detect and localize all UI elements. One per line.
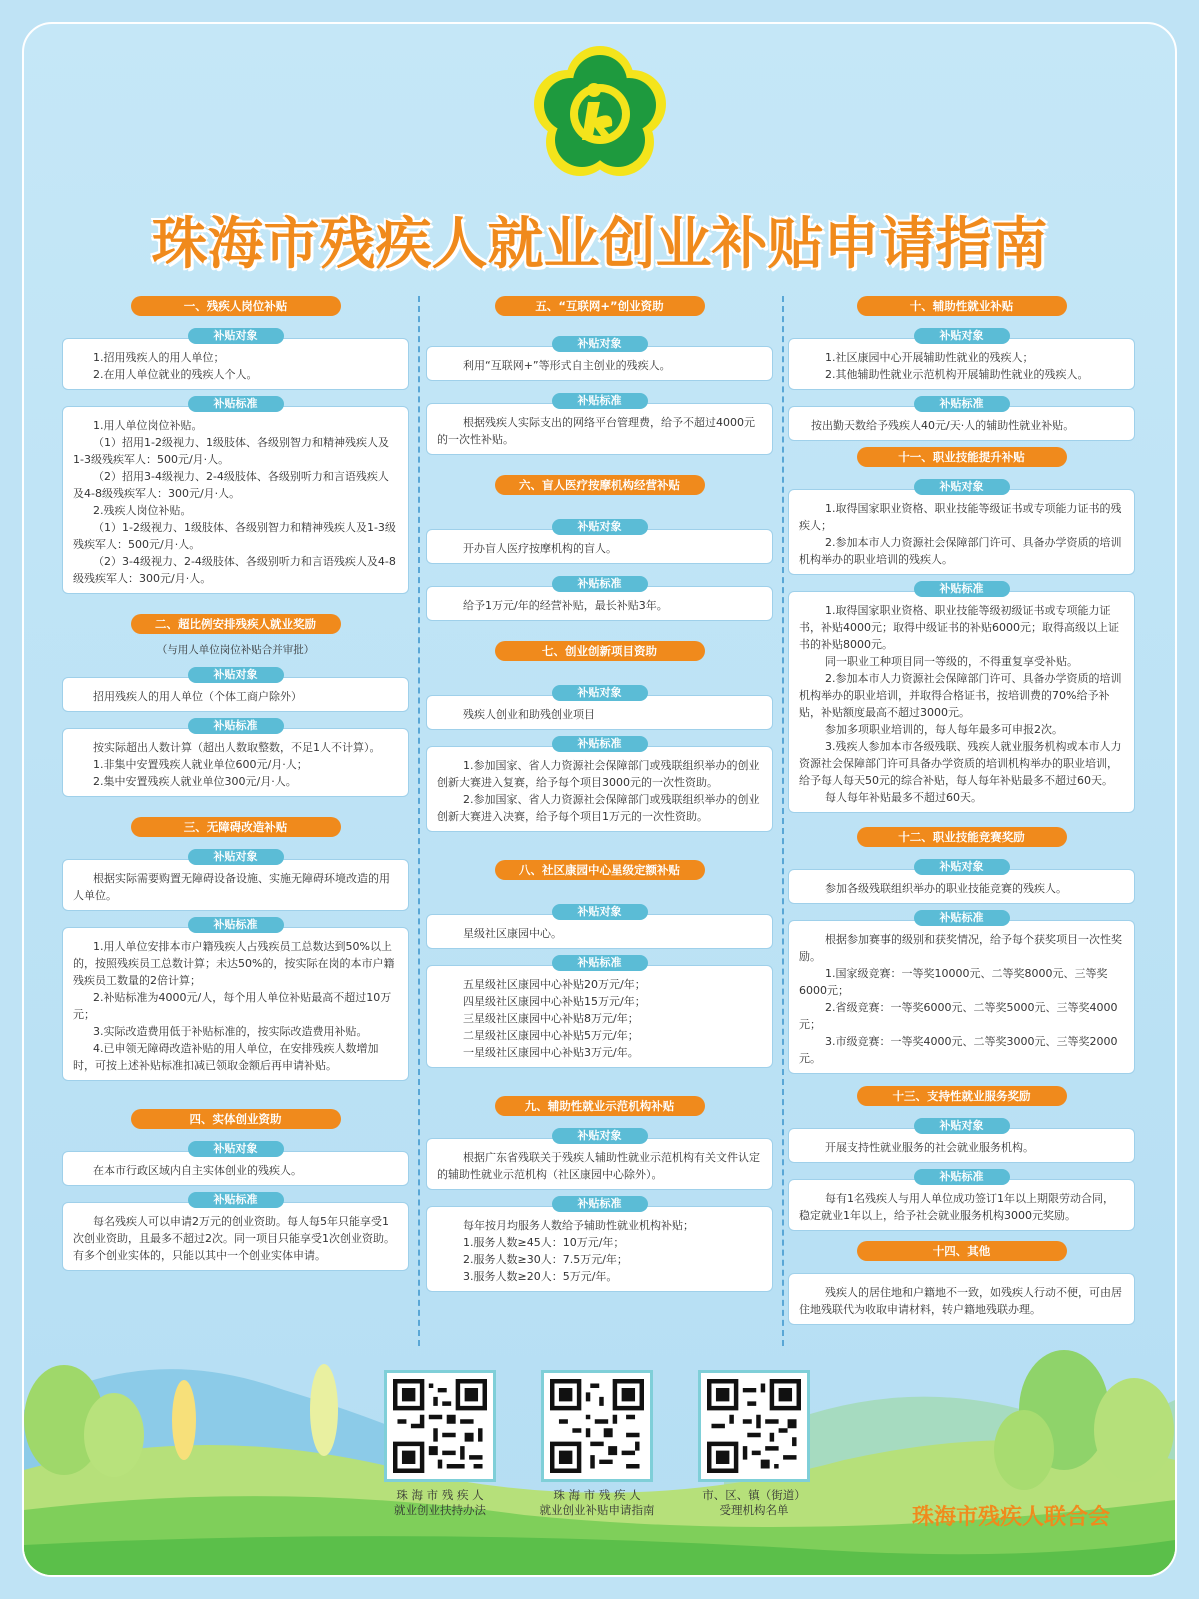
disability-federation-logo: [530, 42, 670, 182]
target-label: 补贴对象: [552, 1128, 648, 1144]
target-label: 补贴对象: [552, 685, 648, 701]
target-box: 1.取得国家职业资格、职业技能等级证书或专项能力证书的残疾人； 2.参加本市人力资源社会保障部门许可、具备办学资质的培训机构举办的职业培训的残疾人。: [788, 489, 1135, 575]
qr-caption: 市、区、镇（街道） 受理机构名单: [702, 1488, 806, 1517]
target-label: 补贴对象: [552, 904, 648, 920]
standard-box: 每有1名残疾人与用人单位成功签订1年以上期限劳动合同，稳定就业1年以上，给予社会就业服务机构3000元奖励。: [788, 1179, 1135, 1231]
standard-box: 根据参加赛事的级别和获奖情况，给予每个获奖项目一次性奖励。 1.国家级竞赛：一等奖10000元、二等奖8000元、三等奖6000元； 2.省级竞赛：一等奖6000元、二等奖5000元、三等奖4000元； 3.市级竞赛：一等奖4000元、二等奖3000元、三等奖2000元。: [788, 920, 1135, 1074]
section-heading: 八、社区康园中心星级定额补贴: [495, 860, 705, 880]
standard-box: 1.用人单位岗位补贴。 （1）招用1-2级视力、1级肢体、各级别智力和精神残疾人及1-3级残疾军人：500元/月·人。 （2）招用3-4级视力、2-4级肢体、各级别听力和言语残疾人及4-8级残疾军人：300元/月·人。 2.残疾人岗位补贴。 （1）1-2级视力、1级肢体、各级别智力和精神残疾人及1-3级残疾军人：500元/月·人。 （2）3-4级视力、2-4级肢体、各级别听力和言语残疾人及4-8级残疾军人：300元/月·人。: [62, 406, 409, 594]
target-box: 根据广东省残联关于残疾人辅助性就业示范机构有关文件认定的辅助性就业示范机构（社区康园中心除外）。: [426, 1138, 773, 1190]
target-label: 补贴对象: [914, 859, 1010, 875]
standard-box: 每年按月均服务人数给予辅助性就业机构补贴； 1.服务人数≥45人：10万元/年； 2.服务人数≥30人：7.5万元/年； 3.服务人数≥20人：5万元/年。: [426, 1206, 773, 1292]
column-divider: [782, 296, 784, 1346]
target-label: 补贴对象: [188, 667, 284, 683]
target-label: 补贴对象: [552, 336, 648, 352]
qr-code[interactable]: [541, 1370, 653, 1482]
target-box: 1.社区康园中心开展辅助性就业的残疾人； 2.其他辅助性就业示范机构开展辅助性就业的残疾人。: [788, 338, 1135, 390]
target-box: 参加各级残联组织举办的职业技能竞赛的残疾人。: [788, 869, 1135, 904]
column-middle: [426, 296, 773, 1298]
target-box: 根据实际需要购置无障碍设备设施、实施无障碍环境改造的用人单位。: [62, 859, 409, 911]
qr-caption: 珠 海 市 残 疾 人 就业创业扶持办法: [394, 1488, 486, 1517]
qr-code[interactable]: [384, 1370, 496, 1482]
target-box: 在本市行政区域内自主实体创业的残疾人。: [62, 1151, 409, 1186]
standard-label: 补贴标准: [914, 1169, 1010, 1185]
target-label: 补贴对象: [188, 1141, 284, 1157]
column-right: [788, 296, 1135, 1331]
standard-label: 补贴标准: [188, 917, 284, 933]
standard-label: 补贴标准: [552, 955, 648, 971]
target-box: 利用“互联网+”等形式自主创业的残疾人。: [426, 346, 773, 381]
standard-label: 补贴标准: [552, 576, 648, 592]
section-heading: 七、创业创新项目资助: [495, 641, 705, 661]
standard-label: 补贴标准: [914, 910, 1010, 926]
standard-label: 补贴标准: [188, 1192, 284, 1208]
page-title: 珠海市残疾人就业创业补贴申请指南: [151, 212, 1048, 277]
standard-box: 按出勤天数给予残疾人40元/天·人的辅助性就业补贴。: [788, 406, 1135, 441]
section-heading: 十三、支持性就业服务奖励: [857, 1086, 1067, 1106]
standard-box: 每名残疾人可以申请2万元的创业资助。每人每5年只能享受1次创业资助，且最多不超过2次。同一项目只能享受1次创业资助。有多个创业实体的，只能以其中一个创业实体申请。: [62, 1202, 409, 1271]
section-heading: 六、盲人医疗按摩机构经营补贴: [495, 475, 705, 495]
target-label: 补贴对象: [188, 849, 284, 865]
target-label: 补贴对象: [914, 479, 1010, 495]
standard-box: 给予1万元/年的经营补贴，最长补贴3年。: [426, 586, 773, 621]
standard-box: 1.参加国家、省人力资源社会保障部门或残联组织举办的创业创新大赛进入复赛，给予每个项目3000元的一次性资助。 2.参加国家、省人力资源社会保障部门或残联组织举办的创业创新大赛进入决赛，给予每个项目1万元的一次性资助。: [426, 746, 773, 832]
standard-box: 1.用人单位安排本市户籍残疾人占残疾员工总数达到50%以上的，按照残疾员工总数计算；未达50%的，按实际在岗的本市户籍残疾员工数量的2倍计算； 2.补贴标准为4000元/人，每个用人单位补贴最高不超过10万元； 3.实际改造费用低于补贴标准的，按实际改造费用补贴。 4.已申领无障碍改造补贴的用人单位，在安排残疾人数增加时，可按上述补贴标准扣减已领取金额后再申请补贴。: [62, 927, 409, 1081]
target-box: 残疾人创业和助残创业项目: [426, 695, 773, 730]
other-box: 残疾人的居住地和户籍地不一致，如残疾人行动不便，可由居住地残联代为收取申请材料，转户籍地残联办理。: [788, 1273, 1135, 1325]
target-box: 招用残疾人的用人单位（个体工商户除外）: [62, 677, 409, 712]
column-divider: [418, 296, 420, 1346]
standard-label: 补贴标准: [552, 1196, 648, 1212]
section-heading: 一、残疾人岗位补贴: [131, 296, 341, 316]
standard-label: 补贴标准: [914, 396, 1010, 412]
standard-label: 补贴标准: [552, 736, 648, 752]
standard-box: 根据残疾人实际支出的网络平台管理费，给予不超过4000元的一次性补贴。: [426, 403, 773, 455]
standard-box: 按实际超出人数计算（超出人数取整数，不足1人不计算）。 1.非集中安置残疾人就业单位600元/月·人； 2.集中安置残疾人就业单位300元/月·人。: [62, 728, 409, 797]
section-heading: 九、辅助性就业示范机构补贴: [495, 1096, 705, 1116]
organization-name: 珠海市残疾人联合会: [912, 1504, 1111, 1530]
section-heading: 五、“互联网+”创业资助: [495, 296, 705, 316]
target-box: 星级社区康园中心。: [426, 914, 773, 949]
standard-label: 补贴标准: [188, 396, 284, 412]
target-label: 补贴对象: [552, 519, 648, 535]
section-heading: 十四、其他: [857, 1241, 1067, 1261]
standard-box: 五星级社区康园中心补贴20万元/年； 四星级社区康园中心补贴15万元/年； 三星级社区康园中心补贴8万元/年； 二星级社区康园中心补贴5万元/年； 一星级社区康园中心补贴3万元/年。: [426, 965, 773, 1068]
standard-label: 补贴标准: [188, 718, 284, 734]
standard-label: 补贴标准: [914, 581, 1010, 597]
target-label: 补贴对象: [914, 328, 1010, 344]
qr-caption: 珠 海 市 残 疾 人 就业创业补贴申请指南: [539, 1488, 655, 1517]
section-heading: 十、辅助性就业补贴: [857, 296, 1067, 316]
target-label: 补贴对象: [914, 1118, 1010, 1134]
section-note: （与用人单位岗位补贴合并审批）: [156, 644, 315, 656]
standard-label: 补贴标准: [552, 393, 648, 409]
target-box: 1.招用残疾人的用人单位； 2.在用人单位就业的残疾人个人。: [62, 338, 409, 390]
section-heading: 四、实体创业资助: [131, 1109, 341, 1129]
target-label: 补贴对象: [188, 328, 284, 344]
standard-box: 1.取得国家职业资格、职业技能等级初级证书或专项能力证书，补贴4000元；取得中级证书的补贴6000元；取得高级以上证书的补贴8000元。 同一职业工种项目同一等级的，不得重复享受补贴。 2.参加本市人力资源社会保障部门许可、具备办学资质的培训机构举办的职业培训，并取得合格证书，按培训费的70%给予补贴，补贴额度最高不超过3000元。 参加多项职业培训的，每人每年最多可申报2次。 3.残疾人参加本市各级残联、残疾人就业服务机构或本市人力资源社会保障部门许可具备办学资质的培训机构举办的职业培训，给予每人每天50元的综合补贴，每人每年补贴最多不超过60天。 每人每年补贴最多不超过60天。: [788, 591, 1135, 813]
section-heading: 二、超比例安排残疾人就业奖励: [131, 614, 341, 634]
target-box: 开展支持性就业服务的社会就业服务机构。: [788, 1128, 1135, 1163]
section-heading: 三、无障碍改造补贴: [131, 817, 341, 837]
section-heading: 十一、职业技能提升补贴: [857, 447, 1067, 467]
section-heading: 十二、职业技能竞赛奖励: [857, 827, 1067, 847]
target-box: 开办盲人医疗按摩机构的盲人。: [426, 529, 773, 564]
column-left: [62, 296, 409, 1277]
qr-code[interactable]: [698, 1370, 810, 1482]
